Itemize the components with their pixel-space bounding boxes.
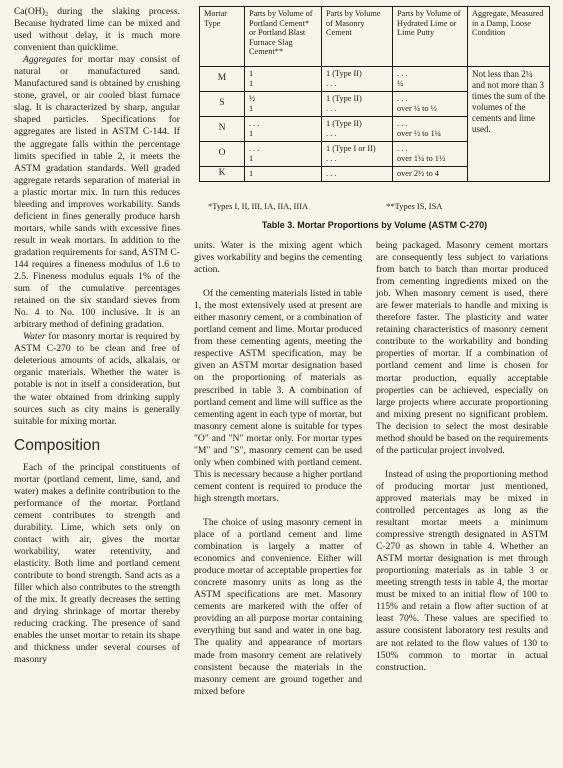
cell-lime: . . . over 1¼ to 1½ xyxy=(393,142,468,167)
aggregates-paragraph: Aggregates for mortar may consist of natural or manufactured sand. Manufactured sand is obtained by crushing stone, gravel, or air cooled blast furnace slag. It is characterized by sharp, angular shaped particles. Specifications for aggregates are listed in ASTM C-144. If the aggregate falls within the percentage limits specified in table 2, it meets the ASTM gradation standards. Well graded aggregate retards separation of material in a plastic mortar mix. In turn this reduces bleeding and improves workability. Sands deficient in fines generally produce harsh mortars, while sands with excessive fines result in weak mortars. In addition to the gradation requirements for sand, ASTM C-144 requires a fineness modulus of 1.6 to 2.5. Fineness modulus equals 1% of the sum of the cumulative percentages retained on the six standard sieves from No. 4 to No. 100 inclusive. It is an arbitrary method of defining gradation. xyxy=(14,54,180,331)
cell-type: M xyxy=(200,67,245,92)
table-row xyxy=(200,67,550,92)
composition-paragraph: Each of the principal constituents of mortar (portland cement, lime, sand, and water) makes a definite contribution to the performance of the mortar. Portland cement contributes to strength and durability. Lime, which sets only on contact with air, gives the mortar workability, water retentivity, and elasticity. Both lime and portland cement contribute to bond strength. Sand acts as a filler which also contributes to the strength of the mix. It greatly decreases the setting and drying shrinkage of mortar thereby reducing cracking. The presence of sand enables the unset mortar to retain its shape and thickness under several courses of masonry xyxy=(14,461,180,666)
left-column xyxy=(14,6,180,666)
section-heading: Composition xyxy=(14,436,101,454)
cell-masonry: 1 (Type II) . . . xyxy=(322,67,393,92)
cell-portland: 1 1 xyxy=(245,67,322,92)
cell-aggregate: Not less than 2¼ and not more than 3 times the sum of the volumes of the cements and lime used. xyxy=(468,67,550,182)
footnote-slag-types: **Types IS, ISA xyxy=(386,201,443,211)
cell-lime: . . . over ¼ to ½ xyxy=(393,92,468,117)
cell-masonry: 1 (Type I or II) . . . xyxy=(322,142,393,167)
header-aggregate: Aggregate, Measured in a Damp, Loose Condition xyxy=(468,7,550,67)
cell-lime: over 2½ to 4 xyxy=(393,167,468,182)
table-footnotes xyxy=(208,201,548,211)
header-lime: Parts by Volume of Hydrated Lime or Lime Putty xyxy=(393,7,468,67)
cell-type: O xyxy=(200,142,245,167)
mortar-proportions-table xyxy=(199,6,550,182)
right-column xyxy=(376,240,548,674)
cell-portland: . . . 1 xyxy=(245,142,322,167)
middle-column xyxy=(194,240,362,698)
header-mortar-type: Mortar Type xyxy=(200,7,245,67)
body-paragraph: units. Water is the mixing agent which gives workability and begins the cementing action. xyxy=(194,240,362,276)
water-paragraph: Water for masonry mortar is required by ASTM C-270 to be clean and free of deleterious amounts of acids, alkalais, or organic materials. Whether the water is potable is not in itself a consideration, but the water obtained from drinking supply sources such as city mains is generally suitable for mixing mortar. xyxy=(14,331,180,427)
cell-type: K xyxy=(200,167,245,182)
cell-masonry: . . . xyxy=(322,167,393,182)
cell-type: N xyxy=(200,117,245,142)
header-masonry: Parts by Volume of Masonry Cement xyxy=(322,7,393,67)
body-paragraph: being packaged. Masonry cement mortars are consequently less subject to variations from batch to batch than mortar produced from cementing ingredients mixed on the job. When masonry cement is used, there are fewer materials to handle and mixing is therefore faster. The plasticity and water retaining characteristics of masonry cement contribute to the workability and bonding properties of mortar. If a combination of portland cement and lime is chosen for mortar production, equally acceptable properties can be achieved, especially on large projects where accurate proportioning and mixing present no significant problem. The decision to select the most desirable method should be based on the requirements of the particular project involved. xyxy=(376,240,548,456)
table-caption: Table 3. Mortar Proportions by Volume (ASTM C-270) xyxy=(261,220,488,230)
cell-lime: . . . over ½ to 1¼ xyxy=(393,117,468,142)
header-portland: Parts by Volume of Portland Cement* or Portland Blast Furnace Slag Cement** xyxy=(245,7,322,67)
proportioning-paragraph: Instead of using the proportioning method of producing mortar just mentioned, approved materials may be mixed in controlled percentages as long as the resultant mortar meets a minimum compressive strength designated in ASTM C-270 as shown in table 4. Whether an ASTM mortar designation is met through proportioning materials as in table 3 or meeting strength tests in table 4, the mortar must be mixed to an initial flow of 100 to 115% and retain a flow after suction of at least 70%. These values are specified to assure consistent laboratory test results and are not related to the flow values of 130 to 150% common to mortar in actual construction. xyxy=(376,468,548,673)
cementing-materials-paragraph: Of the cementing materials listed in table 1, the most extensively used at present are either masonry cement, or a combination of portland cement and lime. Mortar produced from these cementing agents, meeting the respective ASTM specification, may be given an ASTM mortar designation based on the proportioning of materials as prescribed in table 3. A combination of portland cement and lime will suffice as the cementing agent in each type of mortar, but masonry cement alone is suitable for types "O" and "N" mortar only. For mortar types "M" and "S", masonry cement can be used only when combined with portland cement. This is necessary because a higher portland cement content is required to produce the high strength mortars. xyxy=(194,288,362,504)
cell-masonry: 1 (Type II) . . . xyxy=(322,117,393,142)
cell-portland: 1 xyxy=(245,167,322,182)
cell-lime: . . . ¼ xyxy=(393,67,468,92)
cell-portland: ½ 1 xyxy=(245,92,322,117)
cell-masonry: 1 (Type II) . . . xyxy=(322,92,393,117)
cell-portland: . . . 1 xyxy=(245,117,322,142)
body-paragraph: Ca(OH)₂ during the slaking process. Because hydrated lime can be mixed and used without delay, it is much more convenient than quicklime. xyxy=(14,6,180,54)
table-header-row xyxy=(200,7,550,67)
cell-type: S xyxy=(200,92,245,117)
footnote-portland-types: *Types I, II, III, IA, IIA, IIIA xyxy=(208,201,309,211)
masonry-cement-paragraph: The choice of using masonry cement in place of a portland cement and lime combination is largely a matter of economics and convenience. Either will produce mortar of acceptable properties for concrete masonry units as long as the ASTM specifications are met. Masonry cements are marketed with the offer of providing an all purpose mortar containing everything but sand and water in one bag. The quality and appearance of mortars made from masonry cement are relatively consistent because the materials in the masonry cement are ground together and mixed before xyxy=(194,516,362,697)
